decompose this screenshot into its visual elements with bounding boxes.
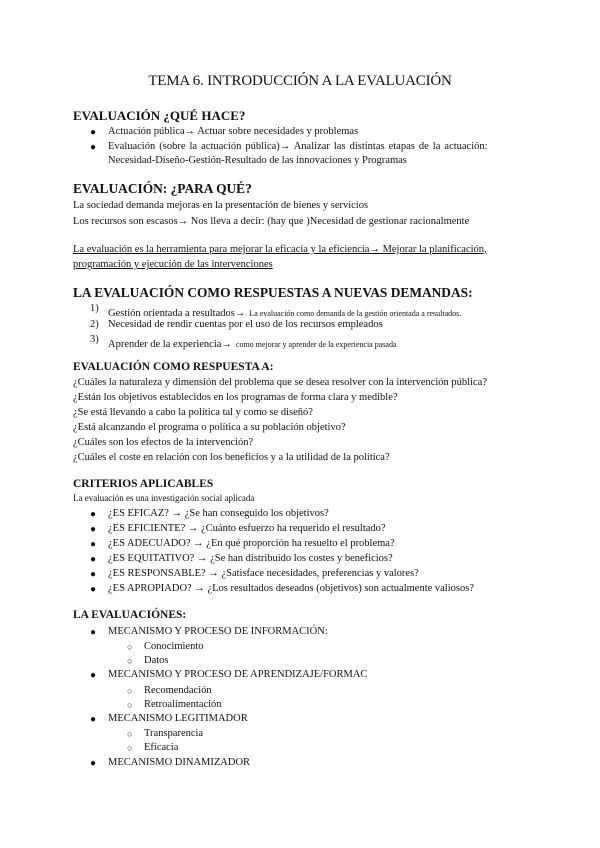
section-heading-la-evaluacion-es: LA EVALUACIÓNES: (73, 609, 187, 621)
bullet-icon: ● (90, 127, 97, 138)
circle-bullet-icon: ○ (127, 743, 133, 753)
bullet-icon: ● (90, 554, 97, 565)
section-heading-respuesta-a: EVALUACIÓN COMO RESPUESTA A: (73, 361, 274, 373)
paragraph: La sociedad demanda mejoras en la presentación de bienes y servicios (73, 200, 369, 211)
mechanism-item: MECANISMO Y PROCESO DE APRENDIZAJE/FORMAC (108, 669, 368, 680)
list-number: 3) (90, 334, 99, 345)
section-heading-que-hace: EVALUACIÓN ¿QUÉ HACE? (73, 108, 246, 123)
bullet-icon: ● (90, 539, 97, 550)
bullet-icon: ● (90, 142, 97, 153)
bullet-icon: ● (90, 569, 97, 580)
sub-item: Conocimiento (144, 641, 204, 652)
mechanism-item: MECANISMO DINAMIZADOR (108, 757, 251, 768)
numbered-item-text: Aprender de la experiencia→ (108, 339, 232, 350)
question: ¿Cuáles la naturaleza y dimensión del problema que se desea resolver con la intervención pública? (73, 377, 488, 388)
list-item: Evaluación (sobre la actuación pública)→ Analizar las distintas etapas de la actuación: (108, 141, 488, 152)
circle-bullet-icon: ○ (127, 700, 133, 710)
bullet-icon: ● (90, 670, 97, 681)
sub-item: Eficacia (144, 742, 179, 753)
question: ¿Cuáles el coste en relación con los beneficios y a la utilidad de la política? (73, 452, 390, 463)
page-title: TEMA 6. INTRODUCCIÓN A LA EVALUACIÓN (148, 73, 452, 89)
sub-item: Datos (144, 655, 169, 666)
bullet-icon: ● (90, 509, 97, 520)
criterion-item: ¿ES ADECUADO? → ¿En qué proporción ha resuelto el problema? (108, 538, 395, 549)
bullet-icon: ● (90, 758, 97, 769)
mechanism-item: MECANISMO Y PROCESO DE INFORMACIÓN: (108, 626, 328, 637)
question: ¿Se está llevando a cabo la política tal y como se diseñó? (73, 407, 313, 418)
list-number: 1) (90, 303, 99, 314)
circle-bullet-icon: ○ (127, 686, 133, 696)
list-number: 2) (90, 319, 99, 330)
bullet-icon: ● (90, 584, 97, 595)
section-heading-nuevas-demandas: LA EVALUACIÓN COMO RESPUESTAS A NUEVAS DEMANDAS: (73, 285, 473, 300)
circle-bullet-icon: ○ (127, 729, 133, 739)
criterion-item: ¿ES EQUITATIVO? → ¿Se han distribuido los costes y beneficios? (108, 553, 393, 564)
list-item-continued: Necesidad-Diseño-Gestión-Resultado de las innovaciones y Programas (108, 155, 407, 166)
paragraph: Los recursos son escasos→ Nos lleva a decir: (hay que )Necesidad de gestionar racionalmente (73, 216, 470, 227)
section-heading-para-que: EVALUACIÓN: ¿PARA QUÉ? (73, 181, 252, 196)
numbered-item (108, 334, 397, 352)
section-heading-criterios: CRITERIOS APLICABLES (73, 478, 214, 490)
bullet-icon: ● (90, 524, 97, 535)
bullet-icon: ● (90, 627, 97, 638)
question: ¿Cuáles son los efectos de la intervención? (73, 437, 254, 448)
numbered-item-text: Gestión orientada a resultados→ (108, 308, 246, 319)
circle-bullet-icon: ○ (127, 642, 133, 652)
criterion-item: ¿ES EFICIENTE? → ¿Cuánto esfuerzo ha requerido el resultado? (108, 523, 386, 534)
sub-item: Recomendación (144, 685, 212, 696)
circle-bullet-icon: ○ (127, 656, 133, 666)
criterion-item: ¿ES EFICAZ? → ¿Se han conseguido los objetivos? (108, 508, 329, 519)
numbered-item-note: como mejorar y aprender de la experiencia pasada (235, 340, 397, 349)
question: ¿Está alcanzando el programa o política a su población objetivo? (73, 422, 346, 433)
section-subtitle: La evaluación es una investigación social aplicada (73, 493, 255, 503)
sub-item: Transparencia (144, 728, 204, 739)
numbered-item-note: La evaluación como demanda de la gestión orientada a resultados. (249, 309, 462, 318)
list-item: Actuación pública→ Actuar sobre necesidades y problemas (108, 126, 359, 137)
bullet-icon: ● (90, 714, 97, 725)
numbered-item: Necesidad de rendir cuentas por el uso de los recursos empleados (108, 319, 383, 330)
criterion-item: ¿ES APROPIADO? → ¿Los resultados deseados (objetivos) son actualmente valiosos? (108, 583, 474, 594)
underlined-statement: programación y ejecución de las intervenciones (73, 259, 273, 270)
underlined-statement: La evaluación es la herramienta para mejorar la eficacia y la eficiencia→ Mejorar la planificación, (73, 244, 487, 255)
mechanism-item: MECANISMO LEGITIMADOR (108, 713, 248, 724)
sub-item: Retroalimentación (144, 699, 222, 710)
criterion-item: ¿ES RESPONSABLE? → ¿Satisface necesidades, preferencias y valores? (108, 568, 419, 579)
question: ¿Están los objetivos establecidos en los programas de forma clara y medible? (73, 392, 398, 403)
